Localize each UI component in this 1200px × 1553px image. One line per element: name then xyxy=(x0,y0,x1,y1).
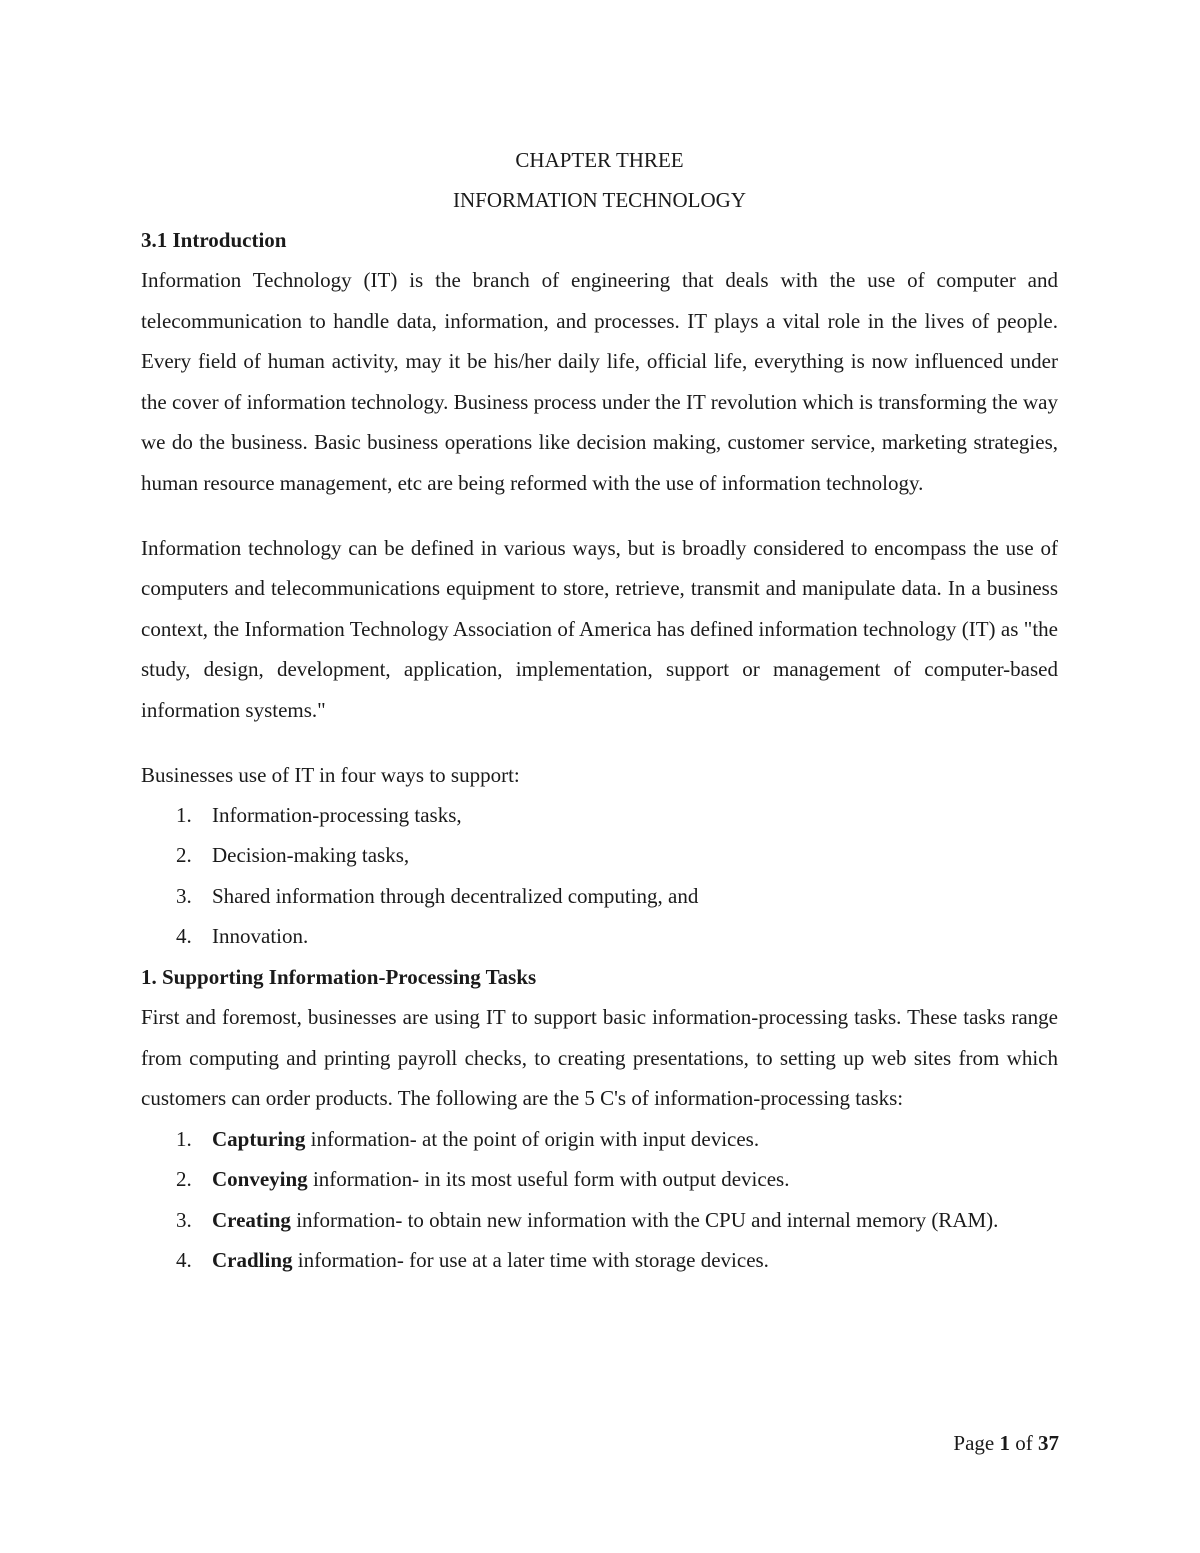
page-content xyxy=(141,140,1058,1281)
intro-paragraph-2: Information technology can be defined in various ways, but is broadly considered to encompass the use of computers and telecommunications equipment to store, retrieve, transmit and manipulate data. In a business context, the Information Technology Association of America has defined information technology (IT) as "the study, design, development, application, implementation, support or management of computer-based information systems." xyxy=(141,535,1058,722)
list-item: 4. Innovation. xyxy=(176,924,309,949)
intro-paragraph-1: Information Technology (IT) is the branch of engineering that deals with the use of computer and telecommunication to handle data, information, and processes. IT plays a vital role in the lives of people. Every field of human activity, may it be his/her daily life, official life, everything is now influenced under the cover of information technology. Business process under the IT revolution which is transforming the way we do the business. Basic business operations like decision making, customer service, marketing strategies, human resource management, etc are being reformed with the use of information technology. xyxy=(141,268,1058,495)
total-page-count: 37 xyxy=(1038,1431,1059,1455)
section1-paragraph-1: First and foremost, businesses are using IT to support basic information-processing tasks. These tasks range from computing and printing payroll checks, to creating presentations, to setting up web sites from which customers can order products. The following are the 5 C's of information-processing tasks: xyxy=(141,1004,1058,1111)
list-item: 3. Shared information through decentralized computing, and xyxy=(176,883,699,908)
list-item: 4. Cradling information- for use at a later time with storage devices. xyxy=(176,1248,769,1273)
five-cs-list xyxy=(141,1119,1058,1281)
list-item: 3. Creating information- to obtain new information with the CPU and internal memory (RAM). xyxy=(176,1207,999,1232)
ways-list xyxy=(141,795,1058,957)
chapter-label: CHAPTER THREE xyxy=(515,148,684,172)
list-item: 1. Information-processing tasks, xyxy=(176,802,462,827)
list-item: 2. Conveying information- in its most useful form with output devices. xyxy=(176,1167,790,1192)
chapter-title: INFORMATION TECHNOLOGY xyxy=(452,188,747,212)
section-heading-supporting-information-processing: 1. Supporting Information-Processing Tasks xyxy=(141,964,537,989)
list-item: 2. Decision-making tasks, xyxy=(176,843,410,868)
intro-paragraph-3: Businesses use of IT in four ways to support: xyxy=(141,762,520,787)
section-heading-introduction: 3.1 Introduction xyxy=(141,228,287,252)
page-number-footer: Page 1 of 37 xyxy=(953,1431,1059,1455)
list-item: 1. Capturing information- at the point of origin with input devices. xyxy=(176,1126,760,1151)
current-page-number: 1 xyxy=(999,1431,1010,1455)
